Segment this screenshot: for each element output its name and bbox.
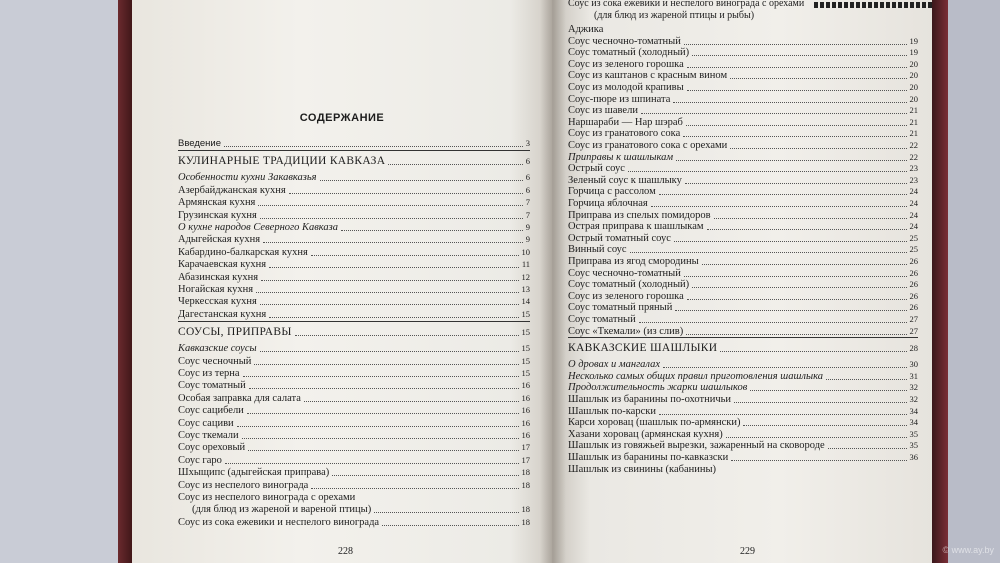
toc-dot-leader [730,148,906,149]
toc-dot-leader [311,255,519,256]
toc-entry-page: 35 [909,440,918,451]
toc-entry [178,271,530,284]
toc-entry-page: 16 [521,430,530,440]
toc-entry-page: 6 [525,172,530,183]
toc-entry-title: Соус из неспелого винограда с орехами [178,492,356,503]
toc-entry [178,417,530,430]
toc-entry-title: Ногайская кухня [178,284,254,295]
toc-entry-title: Шашлык из свинины (кабанины) [568,463,717,475]
toc-entry-page: 26 [909,279,918,290]
toc-entry-title: Грузинская кухня [178,209,257,221]
toc-entry-title: Соус из сока ежевики и неспелого винограда [178,516,380,528]
toc-entry-title: КУЛИНАРНЫЕ ТРАДИЦИИ КАВКАЗА [178,155,386,168]
toc-entry-page: 7 [525,197,530,208]
right-toc-list [552,0,932,563]
toc-dot-leader [684,276,907,277]
left-toc-list [132,0,552,563]
toc-entry-page: 31 [909,370,918,381]
toc-entry-page: 24 [909,209,918,220]
toc-entry-title: Соус из гранатового сока [568,128,681,140]
toc-entry-title: Соус из шавели [568,105,638,117]
toc-dot-leader [641,113,907,114]
toc-dot-leader [263,242,523,243]
toc-dot-leader [675,310,906,311]
toc-entry-title: Острый соус [568,163,625,175]
toc-dot-leader [828,448,907,449]
toc-entry-title: Винный соус [568,244,627,256]
toc-entry-title: Острая приправа к шашлыкам [568,221,704,233]
toc-dot-leader [684,44,907,45]
toc-entry-page: 14 [521,296,530,307]
toc-dot-leader [374,512,518,513]
toc-entry-page: 26 [909,290,918,301]
toc-entry-page: 15 [521,355,530,366]
toc-entry-page: 16 [521,392,530,403]
toc-entry-page: 21 [909,128,918,139]
toc-dot-leader [692,287,906,288]
toc-dot-leader [707,229,907,230]
toc-entry-title: Соус гаро [178,454,222,466]
toc-entry-title: Острый томатный соус [568,232,671,244]
toc-entry-title: Соус томатный (холодный) [568,47,690,59]
toc-entry-page: 24 [909,221,918,232]
toc-entry [178,233,530,246]
toc-entry-page: 12 [521,271,530,282]
toc-entry-title: Соус чесночный [178,355,252,367]
toc-entry-page: 34 [909,417,918,428]
toc-dot-leader [332,475,518,476]
toc-entry [178,209,530,222]
toc-entry-title: О кухне народов Северного Кавказа [178,222,339,233]
toc-entry-title: Шашлык по-карски [568,405,656,417]
toc-entry-page: 15 [521,327,530,338]
toc-dot-leader [311,488,518,489]
toc-entry [568,325,918,338]
toc-entry-title: Соус из зеленого горошка [568,290,684,302]
toc-dot-leader [242,438,519,439]
toc-entry-title: Азербайджанская кухня [178,184,286,196]
toc-entry [178,196,530,209]
toc-entry-title: КАВКАЗСКИЕ ШАШЛЫКИ [568,342,718,355]
toc-entry [192,503,530,516]
toc-entry-title: Соус из терна [178,368,240,379]
toc-dot-leader [685,183,907,184]
toc-dot-leader [726,437,907,438]
toc-entry-page: 23 [909,163,918,174]
right-header-line1: Соус из сока ежевики и неспелого винограда с орехами [568,0,805,9]
toc-entry-page: 21 [909,105,918,116]
toc-entry-title: СОУСЫ, ПРИПРАВЫ [178,326,292,339]
toc-entry-title: Шашлык из баранины по-охотничьи [568,394,732,405]
toc-entry-title: Аджика [568,24,604,35]
toc-entry-page: 34 [909,405,918,416]
toc-entry-page: 23 [909,174,918,185]
toc-entry-title: Шхыщипс (адыгейская приправа) [178,467,330,479]
toc-dot-leader [224,146,523,147]
toc-entry-page: 16 [521,405,530,416]
section-rule [178,150,530,151]
toc-dot-leader [702,264,907,265]
toc-dot-leader [730,78,906,79]
toc-entry [178,326,530,339]
toc-entry-page: 19 [909,47,918,58]
toc-entry-title: Соус томатный пряный [568,302,673,314]
toc-entry [178,295,530,308]
toc-dot-leader [674,241,907,242]
toc-entry-title: Продолжительность жарки шашлыков [568,382,748,394]
toc-entry-title: Соус томатный [178,380,246,392]
toc-entry-page: 35 [909,428,918,439]
toc-entry-page: 16 [521,417,530,428]
toc-dot-leader [659,194,907,195]
toc-entry-title: Карси хоровац (шашлык по-армянски) [568,417,741,429]
toc-entry [178,283,530,296]
toc-entry-page: 3 [525,138,530,148]
toc-dot-leader [687,90,907,91]
toc-dot-leader [269,267,519,268]
toc-entry-title: Несколько самых общих правил приготовления шашлыка [568,370,824,382]
toc-entry-page: 21 [909,116,918,127]
toc-dot-leader [659,414,907,415]
toc-entry-title: Соус томатный [568,314,636,325]
toc-dot-leader [382,525,518,526]
toc-entry-title: Хазани хоровац (армянская кухня) [568,428,723,440]
toc-entry-title: Соус ореховый [178,442,246,454]
toc-dot-leader [295,335,519,336]
toc-entry-title: Приправа из ягод смородины [568,256,699,267]
toc-dot-leader [249,388,519,389]
toc-entry-title: Шашлык из говяжьей вырезки, зажаренный на сковороде [568,440,825,452]
toc-entry [178,367,530,380]
toc-dot-leader [254,364,518,365]
toc-dot-leader [261,280,518,281]
toc-title: СОДЕРЖАНИЕ [299,112,385,124]
toc-entry-page: 28 [909,343,918,354]
toc-entry-title: Наршараби — Нар шэраб [568,116,683,128]
toc-entry-title: Особенности кухни Закавказья [178,172,317,184]
toc-entry-page: 25 [909,232,918,243]
toc-entry-page: 20 [909,58,918,69]
toc-entry-page: 13 [521,284,530,294]
toc-entry-page: 6 [525,184,530,195]
toc-entry [178,429,530,442]
toc-dot-leader [341,230,523,231]
section-rule [178,321,530,322]
toc-dot-leader [676,160,906,161]
toc-entry [178,466,530,479]
toc-dot-leader [673,102,906,103]
toc-entry-title: Приправа из спелых помидоров [568,209,711,221]
toc-entry [178,137,530,150]
toc-entry-title: Соус из гранатового сока с орехами [568,140,728,151]
toc-entry-page: 9 [525,234,530,245]
toc-dot-leader [248,450,518,451]
toc-entry-title: Горчица яблочная [568,198,648,209]
toc-dot-leader [683,136,906,137]
toc-entry-page: 26 [909,302,918,313]
toc-dot-leader [260,351,519,352]
right-header-line2: (для блюд из жареной птицы и рыбы) [594,10,755,21]
toc-entry-page: 18 [521,479,530,490]
toc-entry-title: Горчица с рассолом [568,186,656,198]
toc-dot-leader [630,252,907,253]
toc-entry [178,392,530,405]
toc-entry-title: Соус из зеленого горошка [568,58,684,70]
toc-entry-page: 27 [909,314,918,324]
toc-entry-page: 24 [909,186,918,197]
background [948,0,1000,563]
toc-entry-title: Дагестанская кухня [178,308,267,320]
toc-entry [178,379,530,392]
toc-dot-leader [687,67,907,68]
watermark: © www.ay.by [942,545,994,555]
right-page [552,0,932,563]
toc-dot-leader [686,125,907,126]
toc-dot-leader [247,413,519,414]
toc-dot-leader [628,171,907,172]
toc-dot-leader [260,304,519,305]
toc-entry [178,454,530,467]
toc-dot-leader [269,317,518,318]
toc-dot-leader [256,292,518,293]
toc-entry-page: 20 [909,70,918,81]
toc-dot-leader [687,299,907,300]
toc-dot-leader [686,334,906,335]
toc-entry-title: Зеленый соус к шашлыку [568,174,682,186]
toc-entry-title: Черкесская кухня [178,296,257,308]
toc-entry [178,491,530,504]
toc-dot-leader [237,426,519,427]
toc-dot-leader [734,402,906,403]
toc-dot-leader [750,390,906,391]
toc-entry [178,171,530,184]
toc-entry-title: Шашлык из баранины по-кавказски [568,452,729,463]
toc-entry [178,516,530,529]
toc-entry-page: 15 [521,308,530,319]
toc-dot-leader [260,218,523,219]
toc-entry-title: Соус ткемали [178,430,239,441]
toc-entry-title: Особая заправка для салата [178,392,301,404]
toc-entry-page: 36 [909,452,918,462]
toc-entry-page: 18 [521,504,530,515]
toc-dot-leader [225,463,519,464]
toc-dot-leader [258,205,522,206]
toc-entry-page: 26 [909,256,918,266]
toc-entry-page: 20 [909,93,918,104]
toc-dot-leader [651,206,907,207]
toc-entry [178,404,530,417]
toc-dot-leader [320,180,523,181]
toc-entry-page: 18 [521,467,530,478]
toc-dot-leader [663,367,906,368]
toc-entry-page: 24 [909,198,918,208]
toc-entry-page: 9 [525,222,530,232]
left-page-number: 228 [338,546,353,557]
toc-entry-title: Армянская кухня [178,197,256,209]
toc-dot-leader [692,55,906,56]
toc-dot-leader [826,379,906,380]
toc-entry-page: 26 [909,267,918,278]
toc-entry-title: Введение [178,138,222,149]
toc-entry-title: Адыгейская кухня [178,234,261,246]
toc-entry-page: 20 [909,82,918,92]
toc-entry [178,342,530,355]
toc-entry-page: 15 [521,368,530,378]
toc-entry-title: Соус сациви [178,417,234,429]
toc-dot-leader [388,164,522,165]
toc-entry-page: 15 [521,343,530,354]
toc-entry-title: Соус сацибели [178,405,244,417]
toc-entry [178,355,530,368]
toc-dot-leader [743,425,906,426]
left-page [132,0,552,563]
toc-entry-page: 22 [909,151,918,162]
toc-entry-title: (для блюд из жареной и вареной птицы) [192,504,372,516]
toc-entry [178,155,530,168]
toc-entry-title: Соус из неспелого винограда [178,479,309,491]
toc-entry [568,342,918,355]
toc-entry [178,441,530,454]
toc-entry [568,463,918,476]
toc-entry-page: 17 [521,454,530,465]
toc-entry-title: Кабардино-балкарская кухня [178,246,308,258]
toc-entry-page: 32 [909,394,918,404]
toc-entry [178,479,530,492]
toc-entry-page: 16 [521,380,530,391]
toc-entry [178,258,530,271]
toc-entry-page: 18 [521,516,530,527]
toc-entry-title: Соус чесночно-томатный [568,35,681,47]
toc-entry-title: Абазинская кухня [178,271,259,283]
toc-entry-page: 27 [909,325,918,336]
toc-entry-title: Приправы к шашлыкам [568,151,674,163]
toc-entry-title: Соус томатный (холодный) [568,279,690,291]
toc-entry-title: Соус из молодой крапивы [568,82,684,93]
toc-dot-leader [639,322,907,323]
toc-entry [178,308,530,321]
toc-entry-title: Соус чесночно-томатный [568,267,681,279]
toc-entry-title: Соус-пюре из шпината [568,93,671,105]
section-rule [568,337,918,338]
toc-entry [178,246,530,259]
toc-entry-page: 17 [521,442,530,453]
toc-entry-title: Кавказские соусы [178,343,257,355]
toc-dot-leader [714,218,907,219]
toc-dot-leader [243,376,519,377]
toc-entry-page: 6 [525,156,530,167]
toc-dot-leader [720,351,906,352]
toc-entry-page: 11 [521,259,530,270]
toc-entry-page: 10 [521,246,530,257]
toc-entry-title: Соус «Ткемали» (из слив) [568,325,684,337]
toc-entry-page: 22 [909,140,918,150]
toc-entry-title: Соус из каштанов с красным вином [568,70,728,82]
toc-dot-leader [731,460,906,461]
toc-entry-title: О дровах и мангалах [568,359,661,371]
toc-entry-title: Карачаевская кухня [178,259,267,271]
toc-dot-leader [304,401,519,402]
toc-entry [178,221,530,234]
toc-entry-page: 32 [909,382,918,393]
toc-entry [178,184,530,197]
toc-entry-page: 30 [909,359,918,370]
right-page-number: 229 [740,546,755,557]
toc-entry-page: 19 [909,35,918,46]
toc-entry-page: 25 [909,244,918,255]
book-gutter [540,0,566,563]
toc-entry-page: 7 [525,209,530,220]
toc-dot-leader [289,193,523,194]
